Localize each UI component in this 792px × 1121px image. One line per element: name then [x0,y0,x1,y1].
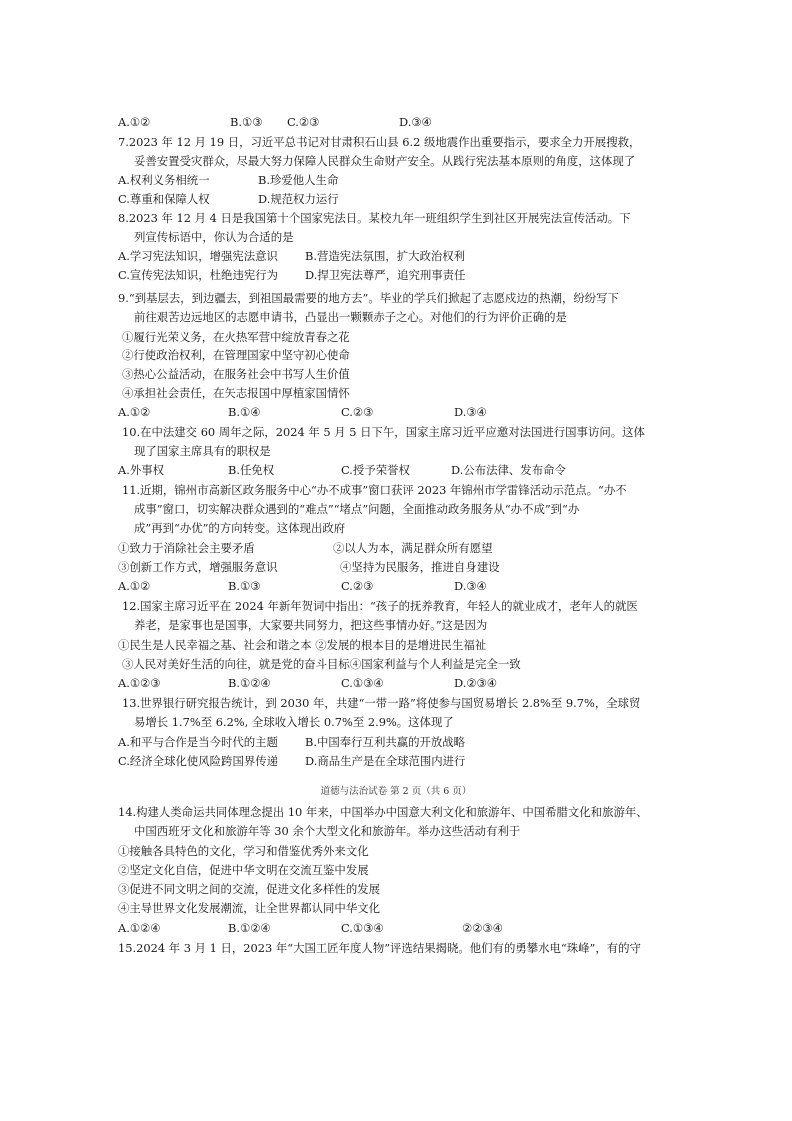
question-text: 成事”窗口，切实解决群众遇到的“难点”“堵点”问题，全面推动政务服务从“办不成”到“办 [134,502,580,516]
question-text: 前往艰苦边远地区的志愿申请书，凸显出一颗颗赤子之心。对他们的行为评价正确的是 [134,310,567,324]
question-text: 7.2023 年 12 月 19 日，习近平总书记对甘肃积石山县 6.2 级地震作出重要指示，要求全力开展搜救， [118,135,641,149]
question-text: 14.构建人类命运共同体理念提出 10 年来，中国举办中国意大利文化和旅游年、中国希腊文化和旅游年、 [118,805,648,819]
option-c[interactable]: C.②③ [341,405,374,419]
question-text: 妥善安置受灾群众，尽最大努力保障人民群众生命财产安全。从践行宪法基本原则的角度，这体现了 [134,154,636,168]
question-text: 现了国家主席具有的职权是 [134,444,271,458]
option-d[interactable]: D.公布法律、发布命令 [451,463,566,477]
statement-item: ③热心公益活动，在服务社会中书写人生价值 [122,367,350,381]
option-a[interactable]: A.学习宪法知识，增强宪法意识 [118,249,278,263]
statement-item: ④坚持为民服务，推进自身建设 [340,560,500,574]
option-a[interactable]: A.和平与合作是当今时代的主题 [118,735,278,749]
question-text: 10.在中法建交 60 周年之际，2024 年 5 月 5 日下午，国家主席习近平应邀对法国进行国事访问。这体 [122,425,645,439]
option-d[interactable]: ②②③④ [462,921,503,935]
option-c[interactable]: C.①③④ [341,676,384,690]
option-c[interactable]: C.②③ [287,115,320,129]
question-text: 易增长 1.7%至 6.2%, 全球收入增长 0.7%至 2.9%。这体现了 [134,715,454,729]
option-c[interactable]: C.②③ [341,579,374,593]
option-b[interactable]: B.①③ [228,579,261,593]
option-d[interactable]: D.③④ [454,405,487,419]
option-a[interactable]: A.①② [118,115,151,129]
question-text: 13.世界银行研究报告统计，到 2030 年，共建“一带一路”将使参与国贸易增长 2.8%至 9.7%，全球贸 [122,696,641,710]
option-d[interactable]: D.规范权力运行 [258,192,339,206]
statement-item: ②以人为本，满足群众所有愿望 [333,541,493,555]
option-d[interactable]: D.③④ [399,115,432,129]
statement-item: ②行使政治权利，在管理国家中坚守初心使命 [122,348,350,362]
option-c[interactable]: C.宣传宪法知识，杜绝违宪行为 [118,268,279,282]
question-text: 15.2024 年 3 月 1 日，2023 年“大国工匠年度人物”评选结果揭晓。他们有的勇攀水电“珠峰”，有的守 [118,941,641,955]
question-text: 11.近期，锦州市高新区政务服务中心“办不成事”窗口获评 2023 年锦州市学雷锋活动示范点。“办不 [122,483,627,497]
option-d[interactable]: D.商品生产是在全球范围内进行 [305,754,466,768]
option-b[interactable]: B.①②④ [228,676,271,690]
option-b[interactable]: B.珍爱他人生命 [258,173,339,187]
option-c[interactable]: C.尊重和保障人权 [118,192,210,206]
option-c[interactable]: C.①③④ [341,921,384,935]
option-d[interactable]: D.②③④ [454,676,497,690]
option-a[interactable]: A.权利义务相统一 [118,173,210,187]
option-a[interactable]: A.①②③ [118,676,161,690]
statement-item: ③创新工作方式，增强服务意识 [118,560,278,574]
statement-item: ③人民对美好生活的向往，就是党的奋斗目标④国家利益与个人利益是完全一致 [122,657,521,671]
option-b[interactable]: B.①③ [230,115,263,129]
statement-item: ④主导世界文化发展潮流，让全世界都认同中华文化 [118,901,380,915]
page-footer: 道德与法治试卷 第 2 页（共 6 页） [320,786,472,797]
statement-item: ①接触各具特色的文化，学习和借鉴优秀外来文化 [118,844,369,858]
option-d[interactable]: D.③④ [454,579,487,593]
statement-item: ①履行光荣义务，在火热军营中绽放青春之花 [122,330,350,344]
option-b[interactable]: B.中国奉行互利共赢的开放战略 [305,735,466,749]
option-a[interactable]: A.外事权 [118,463,165,477]
question-text: 成”再到“办优”的方向转变。这体现出政府 [134,521,346,535]
option-c[interactable]: C.经济全球化使风险跨国界传递 [118,754,279,768]
option-b[interactable]: B.①④ [228,405,261,419]
option-a[interactable]: A.①②④ [118,921,161,935]
option-a[interactable]: A.①② [118,579,151,593]
option-b[interactable]: B.任免权 [228,463,275,477]
option-a[interactable]: A.①② [118,405,151,419]
statement-item: ①致力于消除社会主要矛盾 [118,541,255,555]
question-text: 8.2023 年 12 月 4 日是我国第十个国家宪法日。某校九年一班组织学生到社区开展宪法宣传活动。下 [118,211,631,225]
option-c[interactable]: C.授予荣誉权 [341,463,410,477]
question-text: 中国西班牙文化和旅游年等 30 余个大型文化和旅游年。举办这些活动有利于 [134,824,521,838]
option-b[interactable]: B.营造宪法氛围，扩大政治权利 [305,249,466,263]
statement-item: ④承担社会责任，在矢志报国中厚植家国情怀 [122,386,350,400]
option-b[interactable]: B.①②④ [228,921,271,935]
question-text: 列宣传标语中，你认为合适的是 [134,230,294,244]
option-d[interactable]: D.捍卫宪法尊严，追究刑事责任 [305,268,466,282]
question-text: 9.“到基层去，到边疆去，到祖国最需要的地方去”。毕业的学兵们掀起了志愿戍边的热潮，纷纷写下 [118,291,619,305]
statement-item: ③促进不同文明之间的交流，促进文化多样性的发展 [118,882,380,896]
statement-item: ②坚定文化自信，促进中华文明在交流互鉴中发展 [118,863,369,877]
statement-item: ①民生是人民幸福之基、社会和谐之本 ②发展的根本目的是增进民生福祉 [118,638,487,652]
question-text: 12.国家主席习近平在 2024 年新年贺词中指出：“孩子的抚养教育，年轻人的就业成才，老年人的就医 [122,599,638,613]
question-text: 养老，是家事也是国事，大家要共同努力，把这些事情办好。”这是因为 [134,618,488,632]
